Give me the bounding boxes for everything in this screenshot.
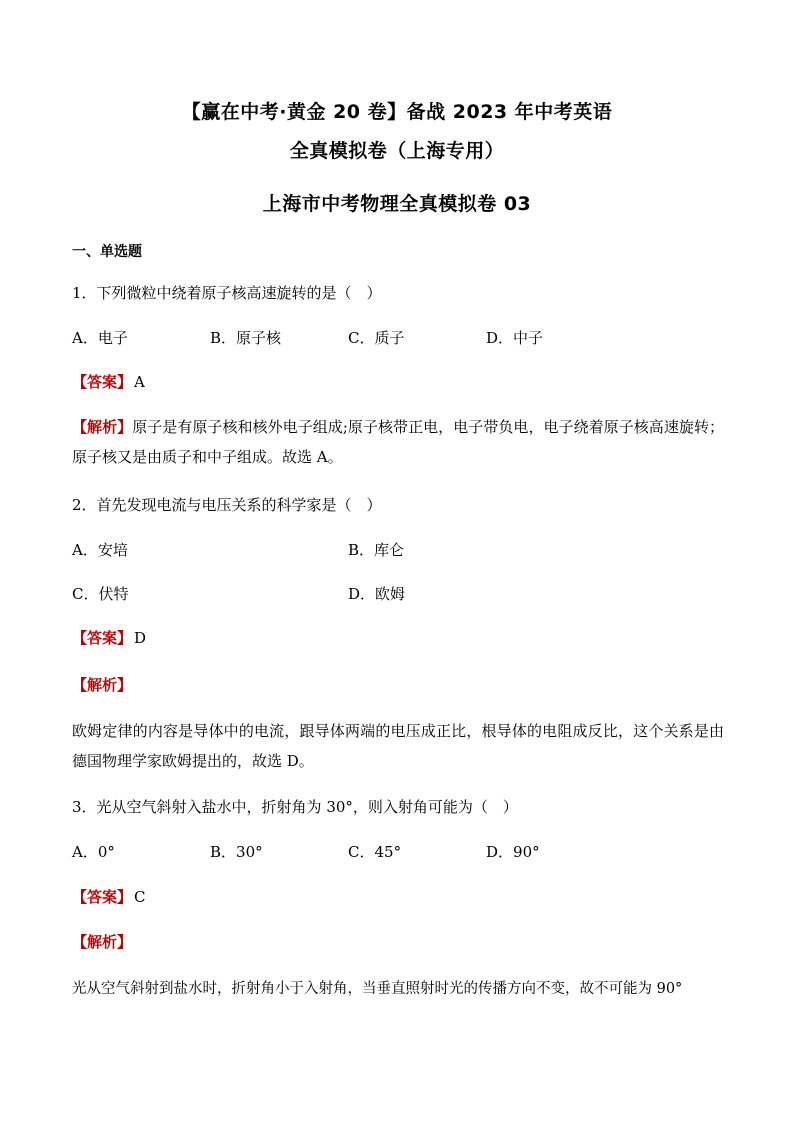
exam-title: 上海市中考物理全真模拟卷 03 — [262, 193, 532, 215]
question-2-option-a: A．安培 — [72, 541, 128, 559]
question-2-stem: 2．首先发现电流与电压关系的科学家是（ ） — [72, 496, 382, 514]
question-3-analysis-label — [72, 932, 132, 952]
document-title: 【赢在中考·黄金 20 卷】备战 2023 年中考英语 — [181, 101, 613, 123]
analysis-label: 【解析】 — [72, 933, 133, 951]
question-2-analysis-label — [72, 675, 132, 695]
question-2-option-d: D．欧姆 — [348, 585, 406, 603]
question-3-answer — [72, 887, 146, 907]
analysis-label: 【解析】 — [72, 418, 133, 436]
question-1-option-b: B．原子核 — [210, 329, 282, 347]
question-3-analysis: 光从空气斜射到盐水时，折射角小于入射角，当垂直照射时光的传播方向不变，故不可能为 90° — [72, 981, 683, 997]
answer-label: 【答案】 — [72, 888, 133, 906]
analysis-text: 原子是有原子核和核外电子组成;原子核带正电，电子带负电，电子绕着原子核高速旋转；原子核又是由质子和中子组成。故选 A。 — [72, 418, 724, 466]
question-2-analysis: 欧姆定律的内容是导体中的电流，跟导体两端的电压成正比，根导体的电阻成反比，这个关系是由德国物理学家欧姆提出的，故选 D。 — [72, 722, 724, 770]
question-3-option-b: B．30° — [210, 843, 263, 861]
answer-label: 【答案】 — [72, 629, 133, 647]
document-subtitle: 全真模拟卷（上海专用） — [289, 140, 505, 162]
question-1-analysis — [72, 412, 724, 472]
question-1-answer — [72, 372, 145, 392]
question-3-option-d: D．90° — [486, 843, 540, 861]
question-1-option-c: C．质子 — [348, 329, 405, 347]
section-heading: 一、单选题 — [72, 244, 142, 260]
question-2-option-c: C．伏特 — [72, 585, 129, 603]
answer-value: D — [134, 629, 147, 647]
answer-value: A — [134, 373, 145, 391]
question-2-answer — [72, 628, 146, 648]
question-2-option-b: B．库仑 — [348, 541, 405, 559]
question-1-stem: 1．下列微粒中绕着原子核高速旋转的是（ ） — [72, 284, 382, 302]
answer-label: 【答案】 — [72, 373, 133, 391]
analysis-label: 【解析】 — [72, 676, 133, 694]
question-3-option-c: C．45° — [348, 843, 402, 861]
question-3-stem: 3．光从空气斜射入盐水中，折射角为 30°，则入射角可能为（ ） — [72, 798, 518, 816]
answer-value: C — [134, 888, 146, 906]
question-1-option-d: D．中子 — [486, 329, 544, 347]
question-1-option-a: A．电子 — [72, 329, 128, 347]
question-3-option-a: A．0° — [72, 843, 115, 861]
